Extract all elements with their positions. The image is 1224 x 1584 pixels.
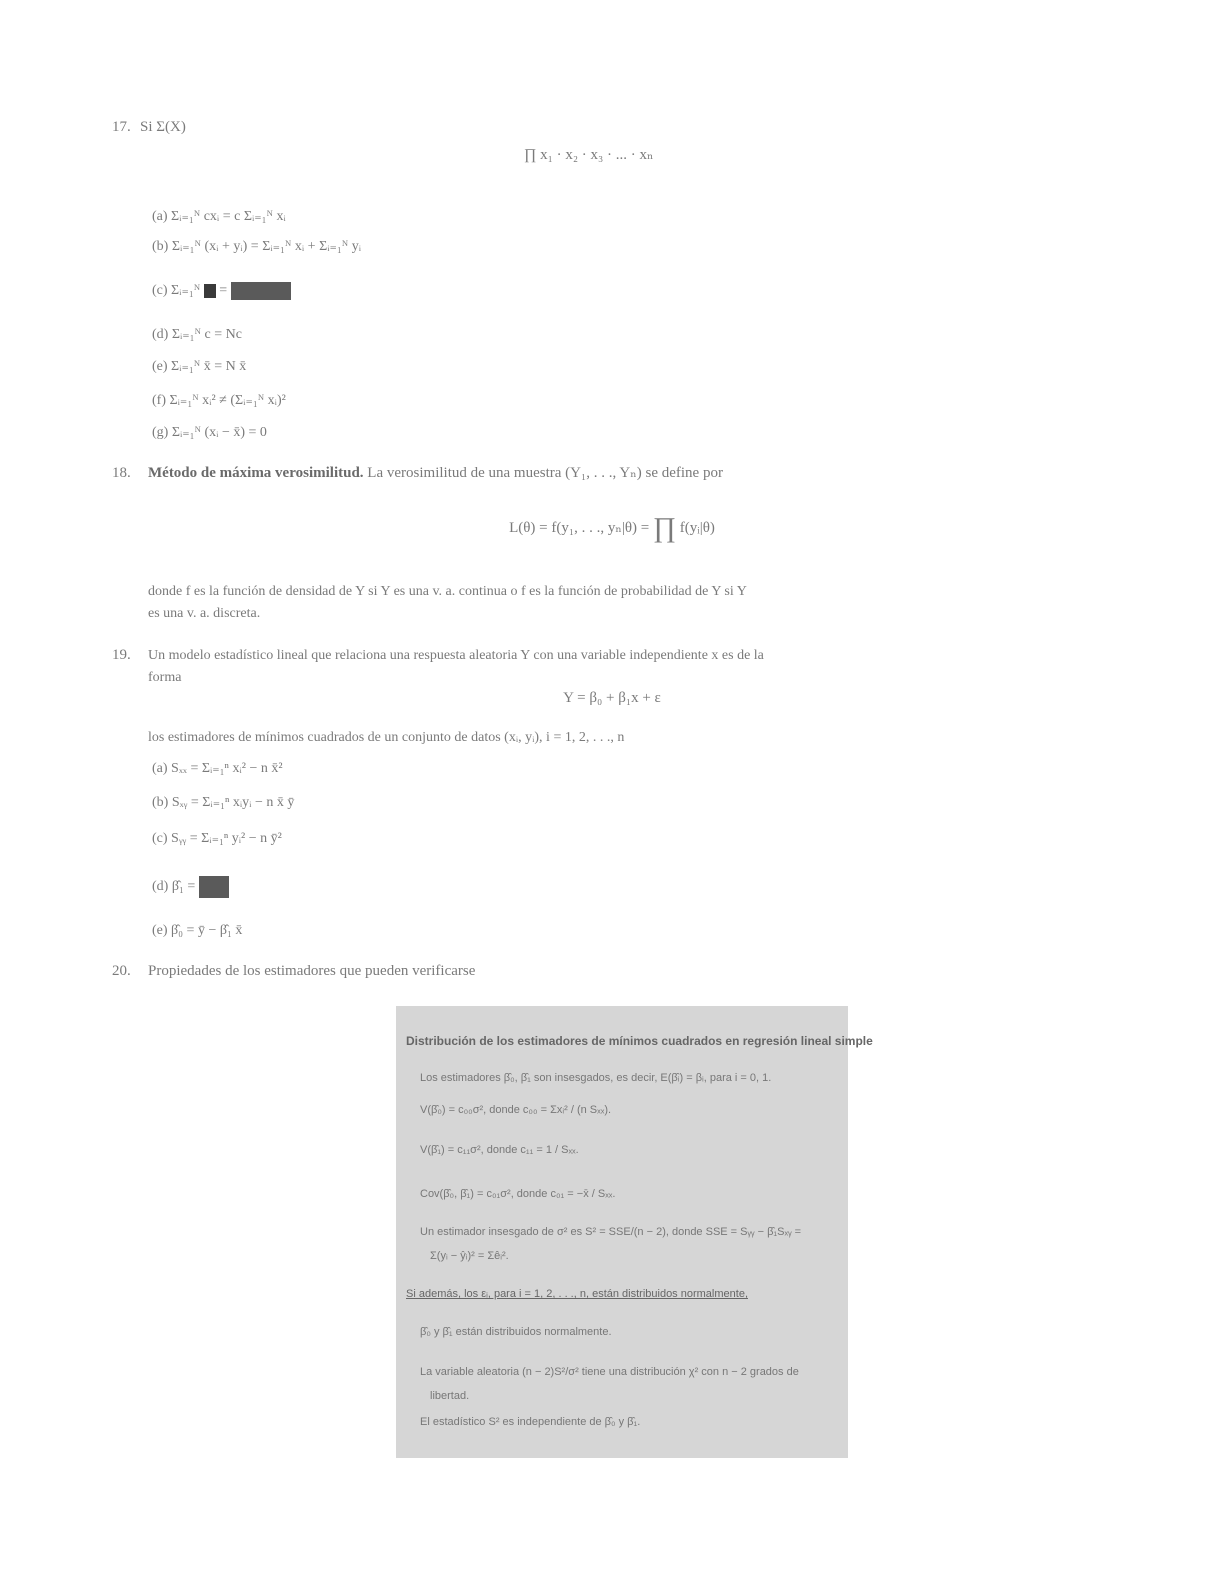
redacted-fraction bbox=[231, 282, 291, 300]
q18-title: Método de máxima verosimilitud. bbox=[148, 465, 364, 481]
q17-item-e: (e) Σᵢ₌₁ᴺ x̄ = N x̄ bbox=[152, 359, 247, 374]
q18-formula-right: f(yᵢ|θ) bbox=[679, 520, 715, 536]
q17-item-c: (c) Σᵢ₌₁ᴺ = bbox=[152, 282, 291, 300]
q17-item-d: (d) Σᵢ₌₁ᴺ c = Nc bbox=[152, 327, 242, 342]
q19-item-c: (c) Sᵧᵧ = Σᵢ₌₁ⁿ yᵢ² − n ȳ² bbox=[152, 831, 282, 846]
box-item: El estadístico S² es independiente de β̂₀ y β̂₁. bbox=[420, 1416, 641, 1428]
box-item: Un estimador insesgado de σ² es S² = SSE/(n − 2), donde SSE = Sᵧᵧ − β̂₁Sₓᵧ = bbox=[420, 1226, 802, 1238]
box-item: V(β̂₀) = c₀₀σ², donde c₀₀ = Σxᵢ² / (n Sₓₓ). bbox=[420, 1104, 612, 1116]
box-title: Distribución de los estimadores de mínimos cuadrados en regresión lineal simple bbox=[406, 1034, 873, 1048]
q19-item-a: (a) Sₓₓ = Σᵢ₌₁ⁿ xᵢ² − n x̄² bbox=[152, 761, 283, 776]
q19-item-d bbox=[152, 876, 229, 898]
q18-desc-1: donde f es la función de densidad de Y si Y es una v. a. continua o f es la función de probabilidad de Y si Y bbox=[148, 584, 747, 599]
q19-text-2: forma bbox=[148, 670, 182, 685]
q19-item-e: (e) β̂₀ = ȳ − β̂₁ x̄ bbox=[152, 923, 243, 938]
q17-item-g: (g) Σᵢ₌₁ᴺ (xᵢ − x̄) = 0 bbox=[152, 425, 267, 440]
estimator-properties-box bbox=[396, 1006, 873, 1458]
redacted-fraction bbox=[199, 876, 229, 898]
q19-item-d-text: (d) β̂₁ = bbox=[152, 879, 196, 895]
box-subtitle: Si además, los εᵢ, para i = 1, 2, . . ., n, están distribuidos normalmente, bbox=[406, 1288, 748, 1300]
q17-item-b: (b) Σᵢ₌₁ᴺ (xᵢ + yᵢ) = Σᵢ₌₁ᴺ xᵢ + Σᵢ₌₁ᴺ yᵢ bbox=[152, 239, 362, 254]
q17-formula: ∏ x₁ · x₂ · x₃ · ... · xₙ bbox=[524, 147, 654, 163]
q20-text: Propiedades de los estimadores que pueden verificarse bbox=[148, 963, 476, 979]
q19-number: 19. bbox=[112, 647, 131, 663]
q18-formula-left: L(θ) = f(y₁, . . ., yₙ|θ) = bbox=[509, 520, 650, 536]
q18-line bbox=[148, 464, 723, 482]
q19-item-b: (b) Sₓᵧ = Σᵢ₌₁ⁿ xᵢyᵢ − n x̄ ȳ bbox=[152, 795, 295, 810]
q18-desc-2: es una v. a. discreta. bbox=[148, 606, 261, 621]
q17-item-a: (a) Σᵢ₌₁ᴺ cxᵢ = c Σᵢ₌₁ᴺ xᵢ bbox=[152, 209, 286, 224]
box-item: V(β̂₁) = c₁₁σ², donde c₁₁ = 1 / Sₓₓ. bbox=[420, 1144, 579, 1156]
q17-lead: Si Σ(X) bbox=[140, 119, 186, 135]
product-symbol: ∏ bbox=[652, 512, 677, 544]
q18-formula bbox=[0, 512, 1224, 544]
box-item: Cov(β̂₀, β̂₁) = c₀₁σ², donde c₀₁ = −x̄ / Sₓₓ. bbox=[420, 1188, 616, 1200]
box-item-cont: Σ(yᵢ − ŷᵢ)² = Σêᵢ². bbox=[430, 1250, 509, 1262]
box-item: Los estimadores β̂₀, β̂₁ son insesgados, es decir, E(β̂ᵢ) = βᵢ, para i = 0, 1. bbox=[420, 1072, 772, 1084]
box-item: β̂₀ y β̂₁ están distribuidos normalmente. bbox=[420, 1326, 612, 1338]
q17-number: 17. bbox=[112, 119, 131, 135]
redacted-block bbox=[204, 284, 216, 298]
q19-desc: los estimadores de mínimos cuadrados de un conjunto de datos (xᵢ, yᵢ), i = 1, 2, . . ., n bbox=[148, 730, 625, 745]
q20-number: 20. bbox=[112, 963, 131, 979]
q17-item-c-text: (c) Σᵢ₌₁ᴺ bbox=[152, 283, 201, 299]
q19-formula: Y = β₀ + β₁x + ε bbox=[563, 690, 661, 706]
box-item: La variable aleatoria (n − 2)S²/σ² tiene una distribución χ² con n − 2 grados de bbox=[420, 1366, 799, 1378]
q18-number: 18. bbox=[112, 465, 131, 481]
q19-text-1: Un modelo estadístico lineal que relaciona una respuesta aleatoria Y con una variable independiente x es de la bbox=[148, 648, 764, 663]
q17-item-f: (f) Σᵢ₌₁ᴺ xᵢ² ≠ (Σᵢ₌₁ᴺ xᵢ)² bbox=[152, 393, 286, 408]
q18-text: La verosimilitud de una muestra (Y₁, . . ., Yₙ) se define por bbox=[367, 465, 723, 481]
box-item-cont: libertad. bbox=[430, 1390, 470, 1402]
